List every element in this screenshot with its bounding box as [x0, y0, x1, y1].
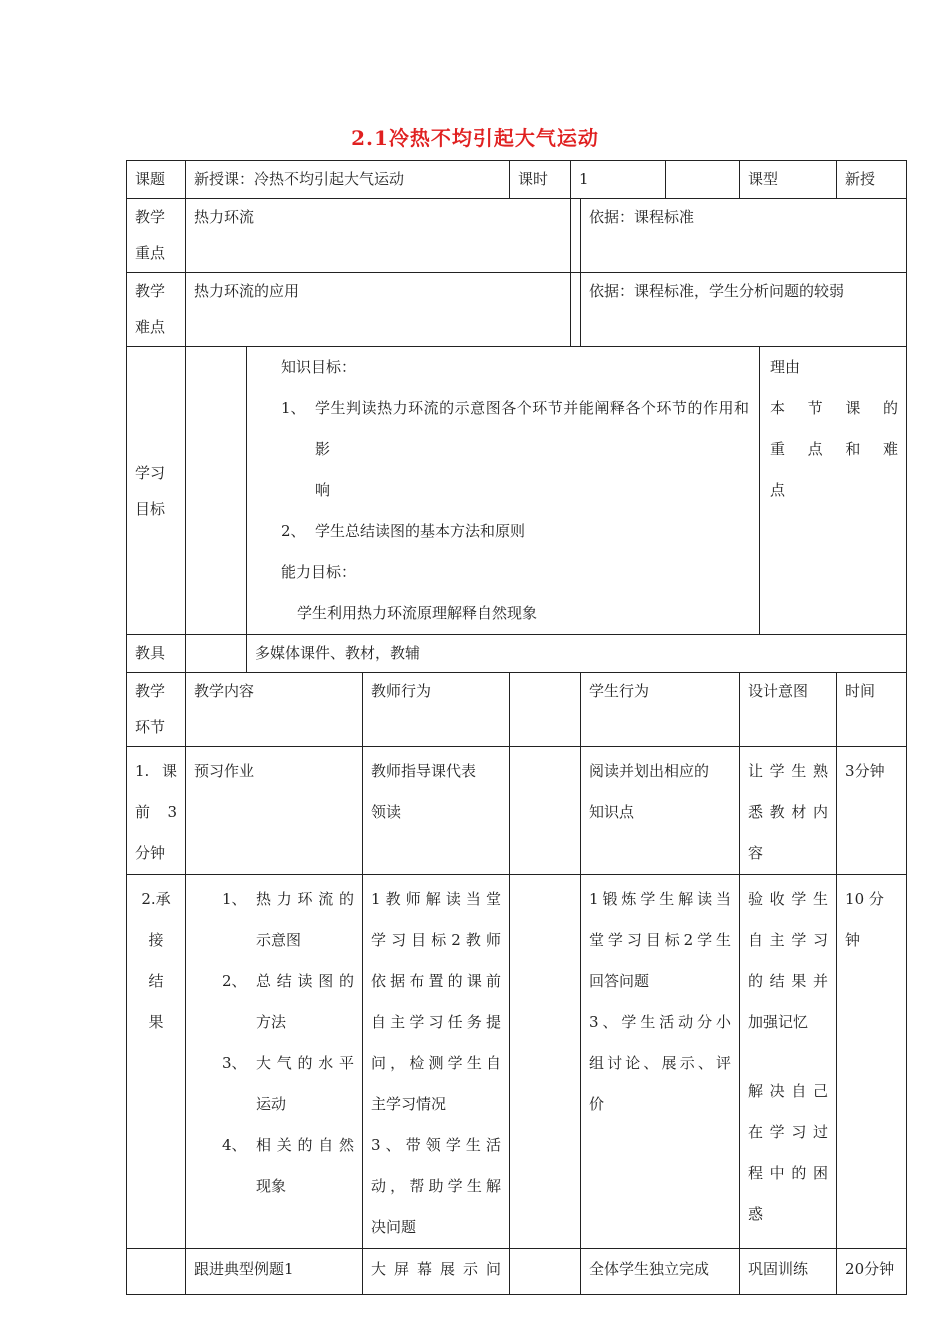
step1-intent-line3: 容 [748, 844, 764, 862]
step2-c4-text: 相关的自然 [256, 1136, 354, 1154]
key-point-content: 热力环流 [186, 199, 571, 273]
objectives-reason [760, 347, 907, 635]
difficulty-label-line1: 教学 [135, 282, 166, 300]
topic-value: 新授课：冷热不均引起大气运动 [186, 161, 510, 199]
step2-stage-line4: 果 [148, 1013, 164, 1031]
header-stage-line2: 环节 [135, 718, 166, 736]
step1-stage-line3: 分钟 [135, 844, 166, 862]
key-point-label [127, 199, 186, 273]
step2-t4: 自主学习任务提 [371, 1013, 501, 1031]
header-student: 学生行为 [581, 673, 740, 747]
reason-line1: 理由 [770, 358, 801, 376]
key-point-row [127, 199, 907, 273]
step3-student: 全体学生独立完成 [581, 1249, 740, 1295]
step2-s1: 1锻炼学生解读当 [589, 890, 732, 908]
tools-value: 多媒体课件、教材，教辅 [247, 635, 907, 673]
step2-intent [740, 875, 837, 1249]
objective-item-1 [281, 388, 749, 470]
step2-i1: 验收学生 [748, 890, 829, 908]
hours-value: 1 [571, 161, 666, 199]
step1-teacher-line1: 教师指导课代表 [371, 762, 477, 780]
step2-c1-text: 热力环流的 [256, 890, 354, 908]
step1-intent-line2: 悉教材内 [748, 803, 829, 821]
step2-c3-cont: 运动 [256, 1095, 287, 1113]
step2-i3: 的结果并 [748, 972, 829, 990]
step2-t8: 动，帮助学生解 [371, 1177, 501, 1195]
step2-c1-number: 1、 [222, 890, 247, 908]
step2-c2-cont: 方法 [256, 1013, 287, 1031]
step3-stage [127, 1249, 186, 1295]
step2-t7: 3、带领学生活 [371, 1136, 501, 1154]
objective-1-text-cont: 响 [315, 481, 331, 499]
step2-stage-line2: 接 [148, 931, 164, 949]
step1-student [581, 747, 740, 875]
objective-1-number: 1、 [281, 399, 306, 417]
step2-teacher [363, 875, 510, 1249]
step1-student-line2: 知识点 [589, 803, 635, 821]
objective-1-text: 学生判读热力环流的示意图各个环节并能阐释各个环节的作用和影 [315, 399, 750, 458]
step2-i5: 解决自己 [748, 1082, 829, 1100]
step2-row [127, 875, 907, 1249]
hours-label: 课时 [510, 161, 571, 199]
step1-stage [127, 747, 186, 875]
step2-t5: 问，检测学生自 [371, 1054, 501, 1072]
step2-student [581, 875, 740, 1249]
objectives-row [127, 347, 907, 635]
objectives-content [247, 347, 760, 635]
key-point-basis: 依据：课程标准 [581, 199, 907, 273]
step1-blank [510, 747, 581, 875]
step2-s5: 组讨论、展示、评 [589, 1054, 732, 1072]
header-content: 教学内容 [186, 673, 363, 747]
step3-content: 跟进典型例题1 [186, 1249, 363, 1295]
step2-c1-cont: 示意图 [256, 931, 302, 949]
difficulty-label [127, 273, 186, 347]
tools-row [127, 635, 907, 673]
step2-c3-number: 3、 [222, 1054, 247, 1072]
ability-heading: 能力目标： [281, 563, 357, 581]
ability-text: 学生利用热力环流原理解释自然现象 [297, 604, 538, 622]
step3-time: 20分钟 [837, 1249, 907, 1295]
step2-t2: 学习目标2教师 [371, 931, 501, 949]
step1-content: 预习作业 [186, 747, 363, 875]
step1-intent [740, 747, 837, 875]
step2-s2: 堂学习目标2学生 [589, 931, 732, 949]
type-label: 课型 [740, 161, 837, 199]
step2-content [186, 875, 363, 1249]
difficulty-label-line2: 难点 [135, 318, 166, 336]
step2-s4: 3、学生活动分小 [589, 1013, 732, 1031]
step2-content-item1 [222, 879, 354, 920]
header-time: 时间 [837, 673, 907, 747]
lesson-plan-table [126, 160, 907, 1295]
step2-t1: 1教师解读当堂 [371, 890, 501, 908]
header-stage [127, 673, 186, 747]
knowledge-heading: 知识目标： [281, 358, 357, 376]
topic-row [127, 161, 907, 199]
objectives-blank [186, 347, 247, 635]
step2-t9: 决问题 [371, 1218, 417, 1236]
step2-time: 10 分钟 [837, 875, 907, 1249]
step2-stage-line1: 2.承 [141, 890, 171, 908]
step2-content-item4 [222, 1125, 354, 1166]
step1-teacher-line2: 领读 [371, 803, 402, 821]
step2-intent-gap [748, 1043, 828, 1071]
step2-c4-number: 4、 [222, 1136, 247, 1154]
tools-blank [186, 635, 247, 673]
difficulty-row [127, 273, 907, 347]
step2-i6: 在学习过 [748, 1123, 829, 1141]
key-point-label-line1: 教学 [135, 208, 166, 226]
tools-label: 教具 [127, 635, 186, 673]
header-blank [510, 673, 581, 747]
header-intent: 设计意图 [740, 673, 837, 747]
step2-i7: 程中的困 [748, 1164, 829, 1182]
objectives-label [127, 347, 186, 635]
step3-teacher: 大屏幕展示问 [363, 1249, 510, 1295]
topic-label: 课题 [127, 161, 186, 199]
reason-line4: 点 [770, 481, 786, 499]
step3-blank [510, 1249, 581, 1295]
step1-intent-line1: 让学生熟 [748, 762, 829, 780]
step2-stage [127, 875, 186, 1249]
step1-stage-line2: 前 3 [135, 803, 177, 821]
objective-2-number: 2、 [281, 522, 306, 540]
key-point-label-line2: 重点 [135, 244, 166, 262]
difficulty-basis: 依据：课程标准，学生分析问题的较弱 [581, 273, 907, 347]
step2-i2: 自主学习 [748, 931, 829, 949]
hours-extra-cell [666, 161, 740, 199]
step2-s6: 价 [589, 1095, 605, 1113]
difficulty-spacer [571, 273, 581, 347]
reason-line2: 本节课的 [770, 399, 899, 417]
step2-c3-text: 大气的水平 [256, 1054, 354, 1072]
step1-stage-line1: 1. 课 [135, 762, 177, 780]
step2-s3: 回答问题 [589, 972, 650, 990]
step2-blank [510, 875, 581, 1249]
header-teacher: 教师行为 [363, 673, 510, 747]
step1-student-line1: 阅读并划出相应的 [589, 762, 710, 780]
header-stage-line1: 教学 [135, 682, 166, 700]
step1-row [127, 747, 907, 875]
objective-item-2 [281, 511, 749, 552]
step2-i4: 加强记忆 [748, 1013, 809, 1031]
step2-t6: 主学习情况 [371, 1095, 447, 1113]
document-title: 2.1冷热不均引起大气运动 [351, 126, 599, 150]
objective-2-text: 学生总结读图的基本方法和原则 [315, 522, 526, 540]
step2-c2-text: 总结读图的 [256, 972, 354, 990]
step1-teacher [363, 747, 510, 875]
reason-line3: 重点和难 [770, 440, 899, 458]
step2-c4-cont: 现象 [256, 1177, 287, 1195]
key-point-spacer [571, 199, 581, 273]
type-value: 新授 [837, 161, 907, 199]
step2-i8: 惑 [748, 1205, 764, 1223]
objectives-label-line1: 学习 [135, 463, 166, 482]
steps-header-row [127, 673, 907, 747]
step2-stage-line3: 结 [148, 972, 164, 990]
step1-time: 3分钟 [837, 747, 907, 875]
step2-content-item3 [222, 1043, 354, 1084]
step3-intent: 巩固训练 [740, 1249, 837, 1295]
step3-row [127, 1249, 907, 1295]
objectives-label-line2: 目标 [135, 499, 166, 518]
step2-t3: 依据布置的课前 [371, 972, 501, 990]
step2-c2-number: 2、 [222, 972, 247, 990]
difficulty-content: 热力环流的应用 [186, 273, 571, 347]
step2-content-item2 [222, 961, 354, 1002]
